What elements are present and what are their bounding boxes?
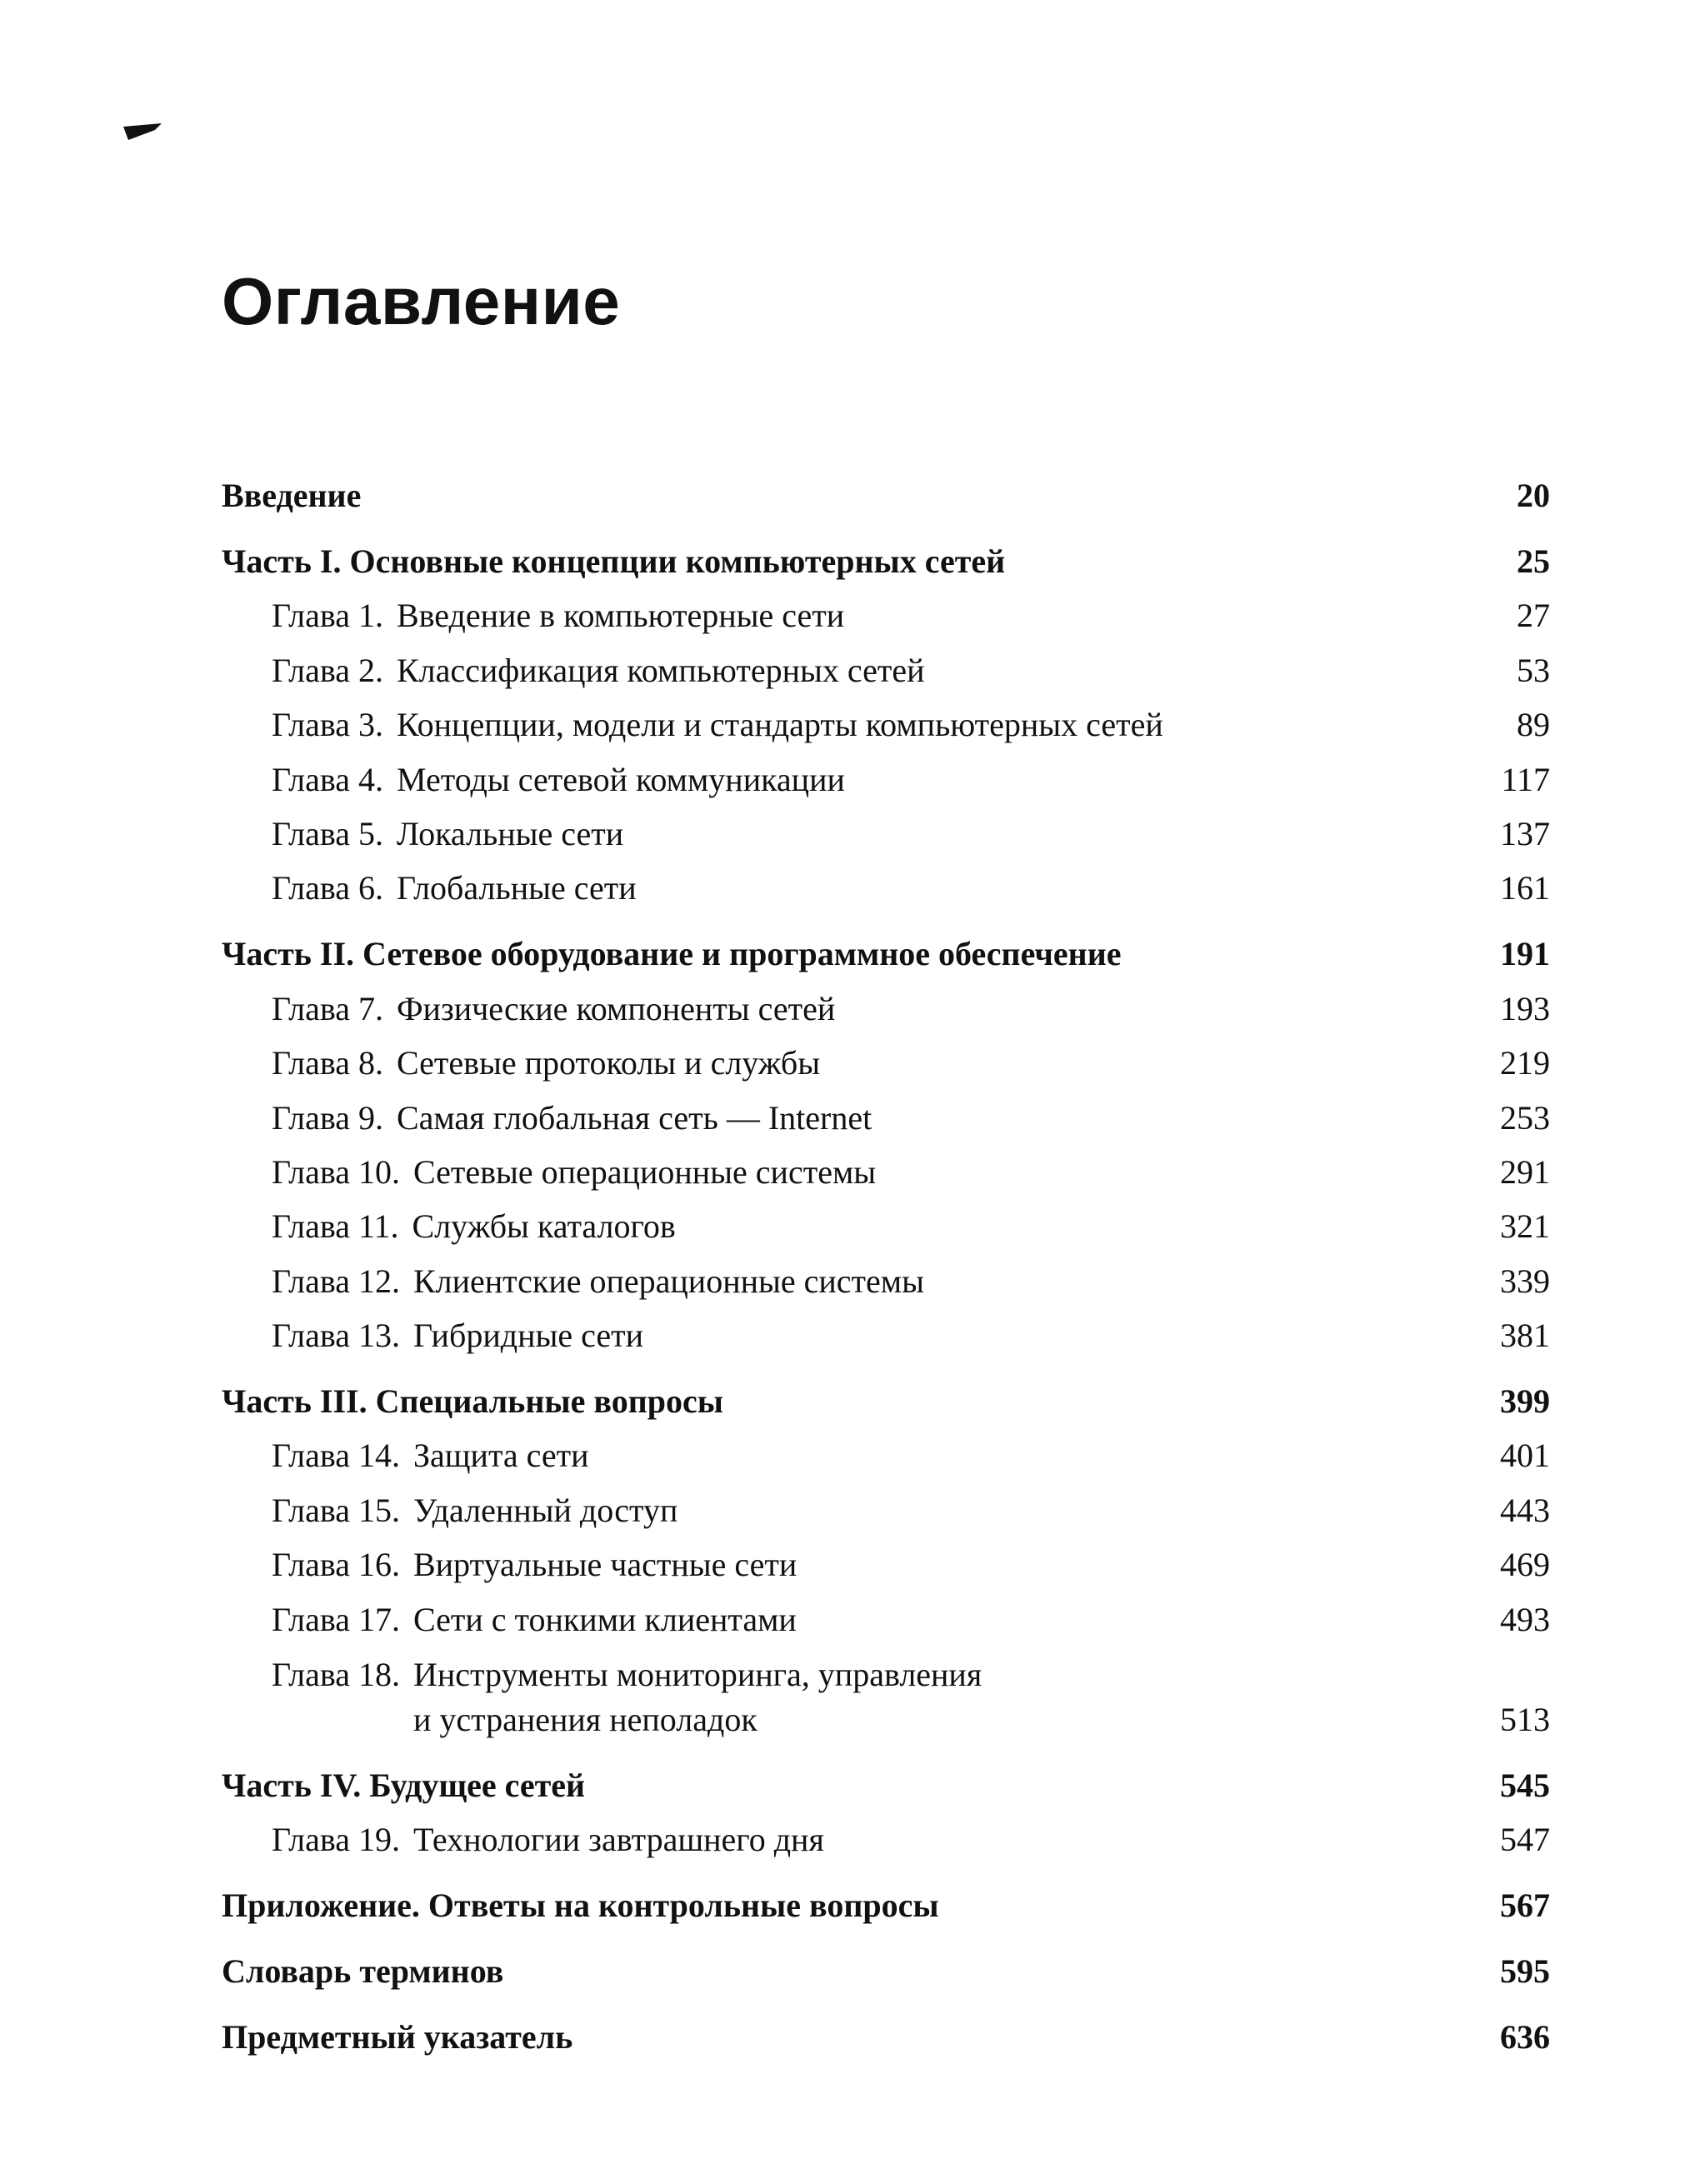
chapter-number: Глава 11. [272,1207,399,1246]
toc-page-number: 381 [1500,1317,1550,1355]
chapter-number: Глава 13. [272,1317,400,1355]
chapter-number: Глава 9. [272,1098,383,1137]
toc-part-title: Часть III. Специальные вопросы [222,1382,723,1421]
chapter-number: Глава 8. [272,1044,383,1082]
toc-chapter-3[interactable] [222,693,1550,747]
toc-entry-glossary[interactable] [222,1928,1550,1994]
toc-page-number: 469 [1500,1546,1550,1584]
toc-entry-title: Приложение. Ответы на контрольные вопросы [222,1887,939,1925]
chapter-title: Удаленный доступ [412,1491,678,1529]
toc-page-number: 513 [1500,1700,1550,1738]
toc-entry-title: Предметный указатель [222,2018,573,2057]
toc-page-number: 339 [1500,1262,1550,1300]
chapter-title: Клиентские операционные системы [412,1262,924,1300]
chapter-number: Глава 14. [272,1437,400,1475]
chapter-title: Защита сети [412,1437,589,1475]
toc-page-number: 493 [1500,1600,1550,1638]
toc-page-number: 636 [1500,2018,1550,2057]
toc-page-number: 443 [1500,1491,1550,1529]
toc-chapter-4[interactable] [222,747,1550,802]
toc-entry-index[interactable] [222,1994,1550,2060]
toc-chapter-9[interactable] [222,1086,1550,1140]
toc-part-4[interactable] [222,1742,1550,1808]
toc-chapter-17[interactable] [222,1587,1550,1642]
chapter-number: Глава 1. [272,597,383,635]
chapter-title: Гибридные сети [412,1317,643,1355]
toc-chapter-13[interactable] [222,1304,1550,1358]
toc-page-number: 545 [1500,1766,1550,1804]
chapter-title-line-2: и устранения неполадок [412,1700,758,1738]
chapter-number: Глава 16. [272,1546,400,1584]
toc-chapter-16[interactable] [222,1533,1550,1587]
toc-chapter-6[interactable] [222,857,1550,911]
chapter-number: Глава 19. [272,1821,400,1859]
toc-page-number: 27 [1517,597,1550,635]
corner-mark-icon [123,123,162,140]
chapter-title: Сетевые операционные системы [412,1152,877,1191]
chapter-number: Глава 12. [272,1262,400,1300]
chapter-title: Службы каталогов [412,1207,676,1246]
toc-chapter-18[interactable] [222,1642,1550,1742]
chapter-number: Глава 7. [272,989,383,1027]
chapter-title: Локальные сети [396,814,624,852]
chapter-title: Виртуальные частные сети [412,1546,798,1584]
toc-part-2[interactable] [222,911,1550,977]
chapter-title: Технологии завтрашнего дня [412,1821,824,1859]
toc-page-number: 291 [1500,1152,1550,1191]
toc-chapter-2[interactable] [222,638,1550,692]
chapter-number: Глава 17. [272,1600,400,1638]
toc-page-number: 321 [1500,1207,1550,1246]
toc-chapter-19[interactable] [222,1808,1550,1862]
toc-page-number: 193 [1500,989,1550,1027]
toc-part-1[interactable] [222,518,1550,584]
toc-chapter-10[interactable] [222,1141,1550,1195]
toc-page-number: 547 [1500,1821,1550,1859]
toc-page-number: 253 [1500,1098,1550,1137]
chapter-title: Сетевые протоколы и службы [396,1044,821,1082]
toc-chapter-11[interactable] [222,1195,1550,1249]
toc-page-number: 20 [1517,477,1550,514]
chapter-number: Глава 3. [272,706,383,744]
chapter-number: Глава 4. [272,760,383,798]
chapter-title: Самая глобальная сеть — Internet [396,1098,872,1137]
chapter-number: Глава 10. [272,1152,400,1191]
chapter-title: Концепции, модели и стандарты компьютерных сетей [396,706,1163,744]
toc-page-number: 567 [1500,1887,1550,1925]
toc-page-number: 161 [1500,869,1550,907]
toc-chapter-15[interactable] [222,1478,1550,1532]
toc-entry-appendix[interactable] [222,1862,1550,1928]
toc-part-title: Часть I. Основные концепции компьютерных сетей [222,542,1006,580]
toc-chapter-8[interactable] [222,1032,1550,1086]
toc-chapter-1[interactable] [222,584,1550,638]
chapter-title: Методы сетевой коммуникации [396,760,845,798]
chapter-title: Физические компоненты сетей [396,989,836,1027]
page-title: Оглавление [222,264,621,338]
toc-entry-title: Введение [222,477,362,514]
toc-chapter-7[interactable] [222,977,1550,1031]
toc-page-number: 53 [1517,651,1550,689]
chapter-title: Классификация компьютерных сетей [396,651,925,689]
toc-page-number: 399 [1500,1382,1550,1421]
toc-part-title: Часть IV. Будущее сетей [222,1766,586,1804]
chapter-number: Глава 2. [272,651,383,689]
toc-part-title: Часть II. Сетевое оборудование и программное обеспечение [222,935,1122,973]
chapter-title: Глобальные сети [396,869,637,907]
toc-chapter-5[interactable] [222,802,1550,857]
toc-entry-intro[interactable] [222,467,1550,518]
chapter-number: Глава 18. [272,1655,400,1693]
toc-page-number: 89 [1517,706,1550,744]
toc-page-number: 595 [1500,1952,1550,1991]
toc-chapter-12[interactable] [222,1249,1550,1303]
toc-page-number: 137 [1500,814,1550,852]
table-of-contents [222,467,1550,2060]
toc-part-3[interactable] [222,1358,1550,1424]
chapter-number: Глава 5. [272,814,383,852]
toc-page-number: 401 [1500,1437,1550,1475]
toc-entry-title: Словарь терминов [222,1952,504,1991]
chapter-number: Глава 6. [272,869,383,907]
chapter-title: Сети с тонкими клиентами [412,1600,797,1638]
chapter-number: Глава 15. [272,1491,400,1529]
toc-page-number: 219 [1500,1044,1550,1082]
chapter-title: Введение в компьютерные сети [396,597,845,635]
toc-page-number: 117 [1501,760,1550,798]
chapter-title-line-1: Инструменты мониторинга, управления [412,1655,982,1693]
toc-chapter-14[interactable] [222,1424,1550,1478]
toc-page-number: 25 [1517,542,1550,580]
toc-page-number: 191 [1500,935,1550,973]
